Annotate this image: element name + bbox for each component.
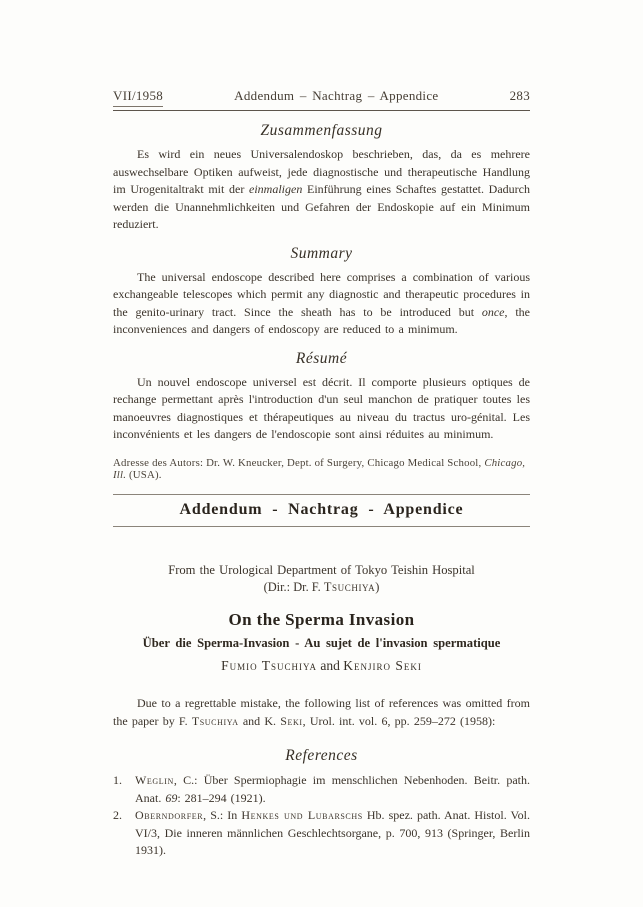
reference-text: , C.: Über Spermiophagie im menschlichen Nebenhoden. Beitr. path. Anat. bbox=[135, 773, 530, 805]
addendum-banner bbox=[113, 494, 530, 527]
reference-item-2 bbox=[113, 807, 530, 860]
summary-heading: Summary bbox=[290, 244, 353, 262]
zusammenfassung-text-pre: Es wird ein neues Universalendoskop beschrieben, das, da es mehrere auswechselbare Optiken aufweist, jede diagnostische und therapeutische Handlung im Urogenitaltrakt mit der bbox=[113, 147, 530, 196]
erratum-name-2: Seki bbox=[280, 713, 303, 728]
address-text-post: (USA). bbox=[126, 468, 162, 481]
director-text-post: ) bbox=[375, 580, 380, 594]
affiliation-line: From the Urological Department of Tokyo Teishin Hospital bbox=[168, 563, 475, 577]
erratum-text-pre: Due to a regrettable mistake, the following list of references was omitted from the paper by F. bbox=[113, 696, 530, 728]
article-subtitle: Über die Sperma-Invasion - Au sujet de l'invasion spermatique bbox=[142, 636, 501, 650]
director-name: Tsuchiya bbox=[323, 580, 376, 594]
page-number: 283 bbox=[509, 88, 530, 103]
erratum-paragraph bbox=[113, 695, 530, 730]
reference-number: 1. bbox=[113, 773, 122, 787]
summary-text-pre: The universal endoscope described here comprises a combination of various exchangeable telescopes which permit any diagnostic and therapeutic procedures in the genito-urinary tract. Since the sheath has to be introduced but bbox=[113, 269, 530, 319]
reference-text-end: Hb. spez. path. Anat. Histol. Vol. VI/3, Die inneren männlichen Geschlechtsorgane, p. 700, 913 (Springer, Berlin 1931). bbox=[135, 808, 530, 857]
zusammenfassung-paragraph bbox=[113, 146, 530, 234]
director-line bbox=[113, 580, 530, 595]
authors-connector: and bbox=[317, 658, 344, 673]
erratum-text-mid: and K. bbox=[238, 713, 281, 728]
resume-paragraph: Un nouvel endoscope universel est décrit. Il comporte plusieurs optiques de rechange permettant après l'introduction d'un seul manchon de pratiquer toutes les manoeuvres diagnostiques et thérapeutiques au niveau du tractus uro-génital. Les inconvénients et les dangers de l'endoscopie sont ainsi réduites au minimum. bbox=[113, 374, 530, 441]
running-header bbox=[113, 88, 530, 111]
reference-editors: Henkes und Lubarschs bbox=[241, 808, 363, 822]
summary-paragraph bbox=[113, 269, 530, 339]
erratum-text-post: , Urol. int. vol. 6, pp. 259–272 (1958): bbox=[302, 713, 496, 728]
zusammenfassung-text-italic: einmaligen bbox=[249, 182, 303, 196]
reference-author: Weglin bbox=[135, 773, 174, 787]
zusammenfassung-text-post: Einführung eines Schaftes gestattet. Dadurch werden die Unannehmlichkeiten und Gefahren der Endoskopie auf ein Minimum reduziert. bbox=[113, 182, 530, 231]
volume-label: VII/1958 bbox=[113, 88, 163, 107]
reference-author: Oberndorfer bbox=[135, 808, 204, 822]
reference-text: , S.: In bbox=[203, 808, 242, 822]
reference-volume: 69 bbox=[165, 790, 178, 805]
author-address-line bbox=[113, 457, 530, 481]
addendum-banner-title: Addendum - Nachtrag - Appendice bbox=[179, 501, 464, 518]
authors-line bbox=[113, 658, 530, 674]
resume-heading: Résumé bbox=[295, 349, 348, 367]
article-title: On the Sperma Invasion bbox=[228, 610, 415, 629]
author-name-1: Fumio Tsuchiya bbox=[221, 658, 317, 673]
erratum-name-1: Tsuchiya bbox=[191, 713, 239, 728]
reference-list bbox=[113, 772, 530, 860]
address-text-pre: Adresse des Autors: Dr. W. Kneucker, Dept. of Surgery, Chicago Medical School, bbox=[113, 456, 485, 469]
references-heading: References bbox=[285, 747, 358, 764]
reference-number: 2. bbox=[113, 808, 122, 822]
director-text-pre: (Dir.: Dr. F. bbox=[263, 580, 324, 594]
reference-text-end: : 281–294 (1921). bbox=[177, 790, 266, 805]
zusammenfassung-heading: Zusammenfassung bbox=[260, 122, 383, 139]
address-text-italic: Chicago, Ill. bbox=[113, 456, 526, 481]
summary-text-italic: once bbox=[481, 304, 505, 319]
author-name-2: Kenjiro Seki bbox=[343, 658, 422, 673]
running-title: Addendum – Nachtrag – Appendice bbox=[234, 88, 439, 103]
reference-item-1 bbox=[113, 772, 530, 807]
summary-text-post: , the inconveniences and dangers of endoscopy are reduced to a minimum. bbox=[113, 304, 530, 336]
summaries-block bbox=[113, 111, 530, 494]
